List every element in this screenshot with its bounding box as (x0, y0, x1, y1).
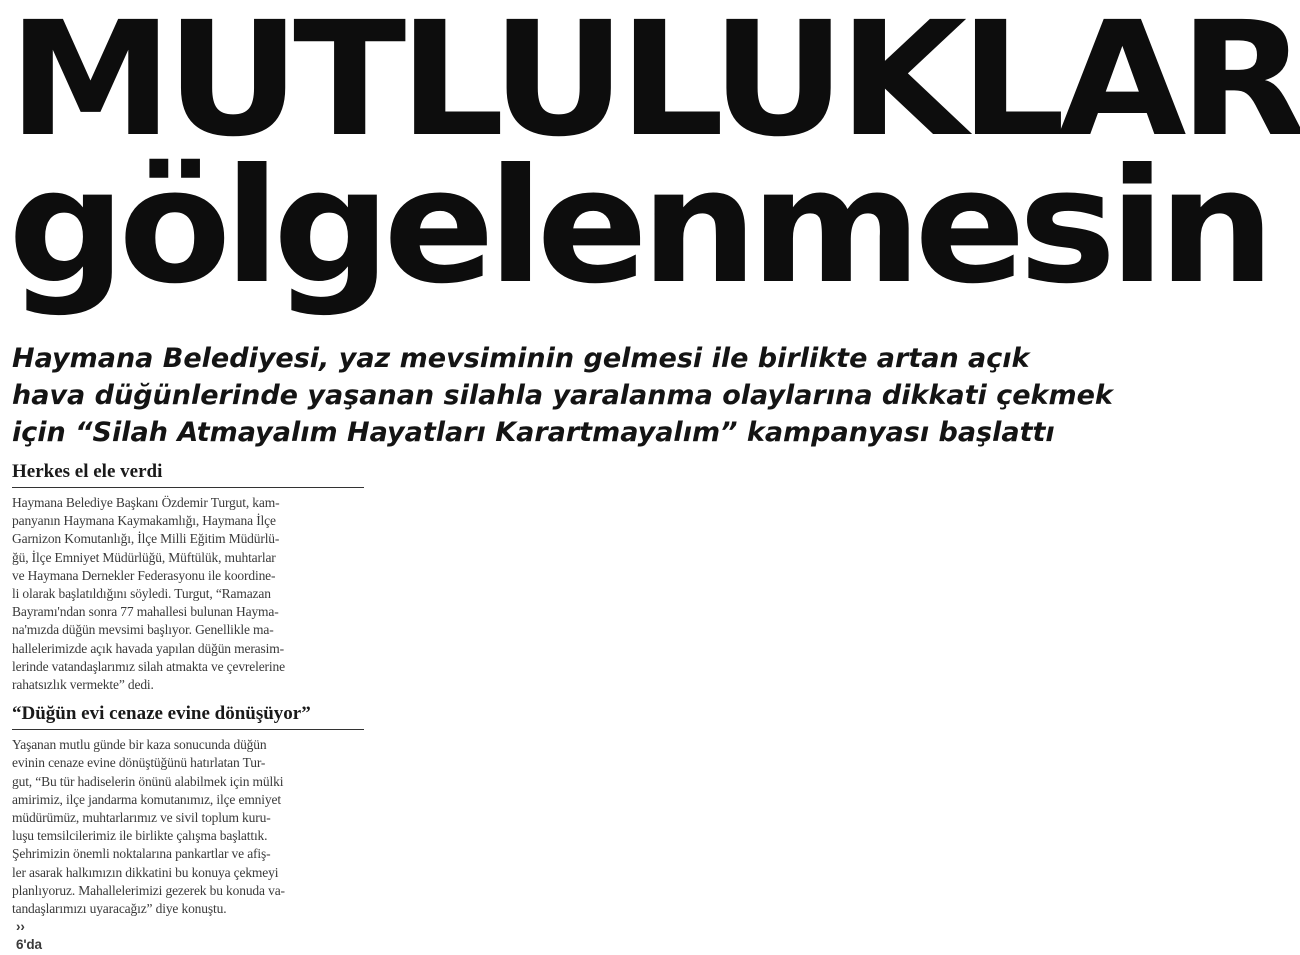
continued-page-label: 6'da (16, 937, 42, 953)
body-line: lerinde vatandaşlarımız silah atmakta ve çevrelerine (12, 658, 285, 674)
subheadline-line-1: Haymana Belediyesi, yaz mevsiminin gelmesi ile birlikte artan açık (12, 343, 1030, 374)
body-line: Bayramı'ndan sonra 77 mahallesi bulunan Hayma- (12, 604, 279, 620)
body-line: müdürümüz, muhtarlarımız ve sivil toplum kuru- (12, 810, 271, 826)
body-line: ler asarak halkımızın dikkatini bu konuya çekmeyi (12, 864, 279, 880)
body-line: li olarak başlatıldığını söyledi. Turgut, “Ramazan (12, 586, 271, 602)
body-line: luşu temsilcilerimiz ile birlikte çalışma başlattık. (12, 828, 268, 844)
section-title-herkes-el-ele-verdi: Herkes el ele verdi (12, 460, 364, 488)
body-line: Yaşanan mutlu günde bir kaza sonucunda düğün (12, 737, 267, 753)
body-line: planlıyoruz. Mahallelerimizi gezerek bu konuda va- (12, 882, 285, 898)
body-line: gut, “Bu tür hadiselerin önünü alabilmek için mülki (12, 773, 284, 789)
body-line: hallelerimizde açık havada yapılan düğün merasim- (12, 640, 284, 656)
subheadline-line-3: için “Silah Atmayalım Hayatları Karartmayalım” kampanyası başlattı (12, 417, 1055, 448)
body-line-last (12, 900, 364, 955)
body-line: tandaşlarımızı uyaracağız” diye konuştu. (12, 901, 227, 917)
body-line: ğü, İlçe Emniyet Müdürlüğü, Müftülük, muhtarlar (12, 549, 276, 565)
body-line: Şehrimizin önemli noktalarına pankartlar ve afiş- (12, 846, 271, 862)
headline (8, 0, 1300, 319)
section-title-dugun-evi: “Düğün evi cenaze evine dönüşüyor” (12, 702, 364, 730)
body-line: panyanın Haymana Kaymakamlığı, Haymana İlçe (12, 513, 276, 529)
section-2-body (12, 736, 364, 954)
body-line: na'mızda düğün mevsimi başlıyor. Genellikle ma- (12, 622, 274, 638)
continued-page-link[interactable] (16, 918, 364, 954)
body-line: evinin cenaze evine dönüştüğünü hatırlatan Tur- (12, 755, 266, 771)
headline-line-2: gölgelenmesin (8, 135, 1268, 319)
body-line: Garnizon Komutanlığı, İlçe Milli Eğitim Müdürlü- (12, 531, 280, 547)
headline-line-1: MUTLULUKLAR (8, 0, 1300, 172)
article-column (12, 460, 364, 955)
body-line: amirimiz, ilçe jandarma komutanımız, ilçe emniyet (12, 791, 281, 807)
body-line: rahatsızlık vermekte” dedi. (12, 677, 154, 693)
body-line: Haymana Belediye Başkanı Özdemir Turgut, kam- (12, 495, 280, 510)
double-chevron-right-icon: ›› (16, 919, 25, 935)
section-1-body (12, 494, 364, 694)
body-line: ve Haymana Dernekler Federasyonu ile koordine- (12, 567, 276, 583)
subheadline-line-2: hava düğünlerinde yaşanan silahla yaralanma olaylarına dikkati çekmek (12, 380, 1113, 411)
subheadline (12, 340, 1112, 451)
